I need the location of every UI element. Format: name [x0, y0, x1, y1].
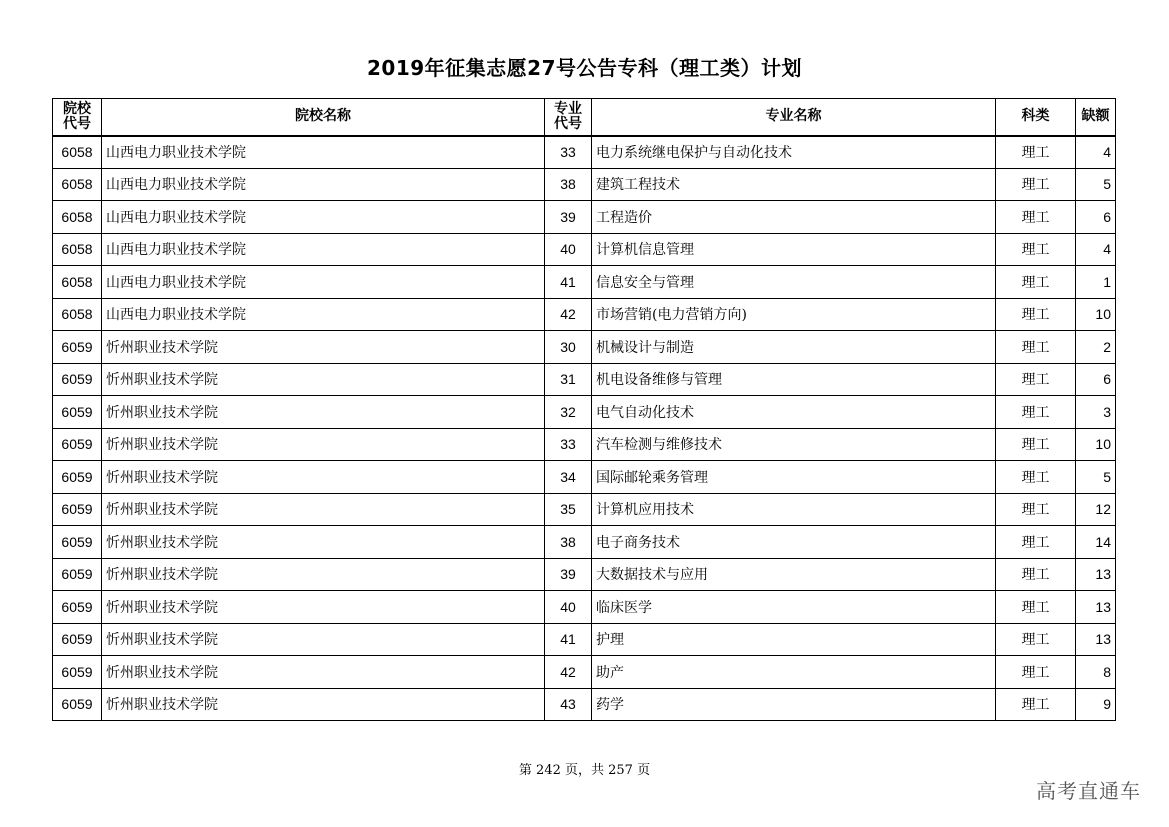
- cell-major-code: 38: [545, 168, 592, 201]
- cell-category: 理工: [996, 201, 1076, 234]
- cell-major-name: 药学: [592, 688, 996, 721]
- cell-category: 理工: [996, 298, 1076, 331]
- plan-table: [52, 98, 1116, 721]
- cell-school-code: 6059: [53, 493, 102, 526]
- cell-major-code: 42: [545, 298, 592, 331]
- header-major-code-label: 专业 代号: [554, 100, 582, 132]
- cell-school-code: 6059: [53, 461, 102, 494]
- cell-vacancy: 5: [1076, 461, 1116, 494]
- cell-school-name: 忻州职业技术学院: [102, 396, 545, 429]
- cell-category: 理工: [996, 623, 1076, 656]
- cell-vacancy: 2: [1076, 331, 1116, 364]
- cell-major-name: 信息安全与管理: [592, 266, 996, 299]
- cell-vacancy: 5: [1076, 168, 1116, 201]
- table-row: [53, 461, 1116, 494]
- cell-school-name: 山西电力职业技术学院: [102, 298, 545, 331]
- cell-vacancy: 4: [1076, 233, 1116, 266]
- header-school-name: 院校名称: [102, 99, 545, 136]
- cell-school-name: 山西电力职业技术学院: [102, 136, 545, 169]
- cell-major-name: 计算机信息管理: [592, 233, 996, 266]
- cell-vacancy: 13: [1076, 623, 1116, 656]
- cell-school-name: 忻州职业技术学院: [102, 331, 545, 364]
- header-school-code-label: 院校 代号: [63, 100, 91, 132]
- cell-vacancy: 6: [1076, 363, 1116, 396]
- cell-major-code: 39: [545, 558, 592, 591]
- cell-major-name: 机电设备维修与管理: [592, 363, 996, 396]
- cell-category: 理工: [996, 656, 1076, 689]
- cell-school-code: 6058: [53, 201, 102, 234]
- cell-school-code: 6059: [53, 428, 102, 461]
- cell-school-code: 6058: [53, 233, 102, 266]
- cell-school-name: 忻州职业技术学院: [102, 461, 545, 494]
- cell-major-code: 38: [545, 526, 592, 559]
- cell-major-name: 汽车检测与维修技术: [592, 428, 996, 461]
- cell-school-code: 6059: [53, 688, 102, 721]
- cell-school-name: 忻州职业技术学院: [102, 428, 545, 461]
- cell-school-name: 忻州职业技术学院: [102, 493, 545, 526]
- cell-major-name: 护理: [592, 623, 996, 656]
- cell-vacancy: 10: [1076, 298, 1116, 331]
- cell-school-name: 忻州职业技术学院: [102, 558, 545, 591]
- cell-vacancy: 9: [1076, 688, 1116, 721]
- cell-major-name: 市场营销(电力营销方向): [592, 298, 996, 331]
- cell-school-code: 6058: [53, 136, 102, 169]
- cell-category: 理工: [996, 168, 1076, 201]
- cell-school-name: 忻州职业技术学院: [102, 363, 545, 396]
- cell-major-code: 31: [545, 363, 592, 396]
- cell-category: 理工: [996, 526, 1076, 559]
- page-title: 2019年征集志愿27号公告专科（理工类）计划: [367, 56, 802, 80]
- cell-major-code: 39: [545, 201, 592, 234]
- table-row: [53, 233, 1116, 266]
- cell-major-code: 40: [545, 233, 592, 266]
- cell-major-code: 32: [545, 396, 592, 429]
- cell-school-name: 忻州职业技术学院: [102, 656, 545, 689]
- cell-category: 理工: [996, 461, 1076, 494]
- cell-vacancy: 3: [1076, 396, 1116, 429]
- cell-major-name: 助产: [592, 656, 996, 689]
- cell-major-name: 电子商务技术: [592, 526, 996, 559]
- cell-major-code: 42: [545, 656, 592, 689]
- cell-school-name: 忻州职业技术学院: [102, 591, 545, 624]
- cell-category: 理工: [996, 331, 1076, 364]
- cell-category: 理工: [996, 266, 1076, 299]
- table-row: [53, 363, 1116, 396]
- cell-school-code: 6058: [53, 298, 102, 331]
- header-category: 科类: [996, 99, 1076, 136]
- cell-category: 理工: [996, 136, 1076, 169]
- cell-category: 理工: [996, 363, 1076, 396]
- cell-major-code: 30: [545, 331, 592, 364]
- cell-vacancy: 6: [1076, 201, 1116, 234]
- cell-major-name: 临床医学: [592, 591, 996, 624]
- table-row: [53, 136, 1116, 169]
- cell-school-code: 6059: [53, 558, 102, 591]
- cell-category: 理工: [996, 591, 1076, 624]
- table-row: [53, 623, 1116, 656]
- cell-vacancy: 10: [1076, 428, 1116, 461]
- header-major-code: [545, 99, 592, 136]
- cell-major-code: 34: [545, 461, 592, 494]
- cell-major-code: 41: [545, 266, 592, 299]
- cell-major-name: 工程造价: [592, 201, 996, 234]
- cell-vacancy: 4: [1076, 136, 1116, 169]
- table-row: [53, 168, 1116, 201]
- cell-school-name: 山西电力职业技术学院: [102, 168, 545, 201]
- cell-school-code: 6059: [53, 331, 102, 364]
- cell-major-name: 国际邮轮乘务管理: [592, 461, 996, 494]
- table-row: [53, 428, 1116, 461]
- cell-school-code: 6059: [53, 363, 102, 396]
- table-row: [53, 266, 1116, 299]
- cell-school-code: 6059: [53, 656, 102, 689]
- watermark: 高考直通车: [1036, 779, 1141, 803]
- cell-major-code: 40: [545, 591, 592, 624]
- cell-school-code: 6058: [53, 266, 102, 299]
- cell-school-code: 6059: [53, 623, 102, 656]
- cell-school-name: 忻州职业技术学院: [102, 688, 545, 721]
- table-row: [53, 591, 1116, 624]
- cell-school-code: 6059: [53, 591, 102, 624]
- cell-major-name: 建筑工程技术: [592, 168, 996, 201]
- cell-category: 理工: [996, 428, 1076, 461]
- cell-major-code: 35: [545, 493, 592, 526]
- cell-vacancy: 13: [1076, 591, 1116, 624]
- cell-school-code: 6059: [53, 396, 102, 429]
- table-row: [53, 298, 1116, 331]
- table-row: [53, 558, 1116, 591]
- header-school-code: [53, 99, 102, 136]
- cell-major-name: 大数据技术与应用: [592, 558, 996, 591]
- table-row: [53, 526, 1116, 559]
- table-row: [53, 396, 1116, 429]
- cell-category: 理工: [996, 493, 1076, 526]
- page-footer: 第 242 页，共 257 页: [518, 763, 651, 778]
- cell-major-name: 电气自动化技术: [592, 396, 996, 429]
- header-vacancy: 缺额: [1076, 99, 1116, 136]
- cell-school-name: 山西电力职业技术学院: [102, 233, 545, 266]
- cell-major-name: 电力系统继电保护与自动化技术: [592, 136, 996, 169]
- table-body: [53, 136, 1116, 721]
- cell-school-code: 6059: [53, 526, 102, 559]
- cell-major-code: 41: [545, 623, 592, 656]
- table-row: [53, 688, 1116, 721]
- table-header-row: [53, 99, 1116, 136]
- cell-vacancy: 12: [1076, 493, 1116, 526]
- cell-major-name: 机械设计与制造: [592, 331, 996, 364]
- cell-major-name: 计算机应用技术: [592, 493, 996, 526]
- cell-major-code: 43: [545, 688, 592, 721]
- cell-school-name: 忻州职业技术学院: [102, 526, 545, 559]
- cell-vacancy: 13: [1076, 558, 1116, 591]
- table-row: [53, 331, 1116, 364]
- cell-category: 理工: [996, 688, 1076, 721]
- table-row: [53, 656, 1116, 689]
- cell-school-name: 山西电力职业技术学院: [102, 201, 545, 234]
- table-row: [53, 201, 1116, 234]
- cell-major-code: 33: [545, 428, 592, 461]
- cell-category: 理工: [996, 233, 1076, 266]
- cell-school-name: 山西电力职业技术学院: [102, 266, 545, 299]
- cell-vacancy: 1: [1076, 266, 1116, 299]
- cell-school-name: 忻州职业技术学院: [102, 623, 545, 656]
- cell-major-code: 33: [545, 136, 592, 169]
- table-row: [53, 493, 1116, 526]
- cell-category: 理工: [996, 396, 1076, 429]
- cell-vacancy: 14: [1076, 526, 1116, 559]
- cell-vacancy: 8: [1076, 656, 1116, 689]
- cell-category: 理工: [996, 558, 1076, 591]
- cell-school-code: 6058: [53, 168, 102, 201]
- header-major-name: 专业名称: [592, 99, 996, 136]
